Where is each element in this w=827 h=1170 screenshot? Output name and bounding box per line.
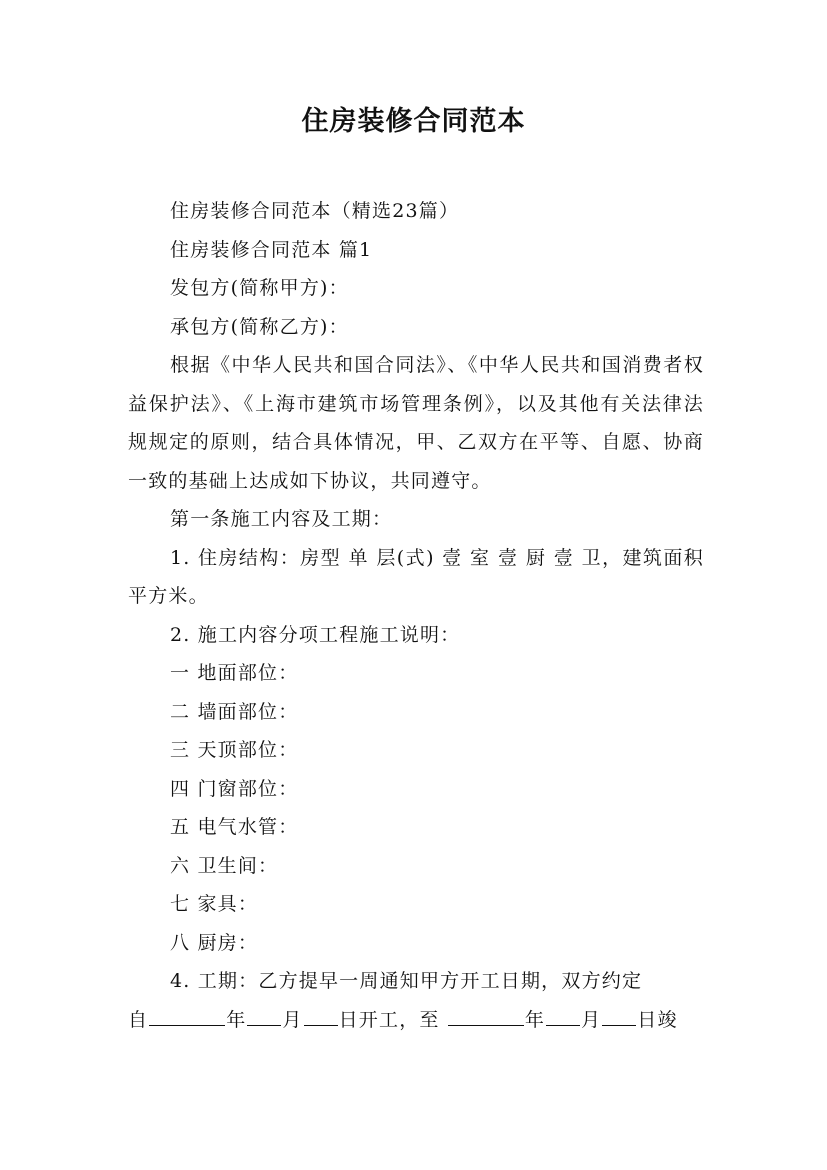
- blank-end-year: [448, 1024, 524, 1026]
- schedule-day2-text: 日竣: [637, 1008, 678, 1031]
- schedule-from-text: 自: [128, 1008, 149, 1031]
- document-body: [128, 192, 704, 1039]
- list-item-doors-windows: 四 门窗部位：: [170, 777, 299, 800]
- paragraph-section-heading: 住房装修合同范本 篇1: [170, 238, 373, 261]
- schedule-year2-text: 年: [524, 1008, 546, 1031]
- schedule-month1-text: 月: [282, 1008, 303, 1031]
- blank-start-day: [304, 1024, 338, 1026]
- paragraph-subtitle: 住房装修合同范本（精选23篇）: [170, 200, 460, 222]
- list-item-electric-plumbing: 五 电气水管：: [170, 816, 299, 838]
- document-title: 住房装修合同范本: [301, 106, 526, 137]
- blank-start-year: [149, 1024, 225, 1026]
- schedule-line1: 4. 工期：乙方提早一周通知甲方开工日期，双方约定: [170, 970, 643, 992]
- list-item-kitchen: 八 厨房：: [170, 931, 259, 954]
- paragraph-construction-items: 2. 施工内容分项工程施工说明：: [170, 623, 461, 646]
- paragraph-schedule-dates: [128, 1001, 704, 1040]
- schedule-year1-text: 年: [226, 1008, 247, 1031]
- blank-end-day: [602, 1024, 636, 1026]
- schedule-month2-text: 月: [581, 1008, 602, 1031]
- paragraph-party-b: 承包方(简称乙方)：: [170, 315, 349, 338]
- list-item-furniture: 七 家具：: [170, 893, 259, 915]
- paragraph-preamble: 根据《中华人民共和国合同法》、《中华人民共和国消费者权益保护法》、《上海市建筑市场管理条例》，以及其他有关法律法规规定的原则，结合具体情况，甲、乙双方在平等、自愿、协商一致的基础上达成如下协议，共同遵守。: [128, 354, 704, 492]
- paragraph-house-structure: 1. 住房结构：房型 单 层(式) 壹 室 壹 厨 壹 卫，建筑面积 平方米。: [128, 546, 704, 607]
- paragraph-party-a: 发包方(简称甲方)：: [170, 277, 349, 299]
- list-item-floor: 一 地面部位：: [170, 662, 299, 684]
- schedule-day1-text: 日开工，至: [338, 1008, 447, 1031]
- list-item-wall: 二 墙面部位：: [170, 700, 299, 723]
- paragraph-schedule: [128, 962, 704, 1001]
- blank-end-month: [546, 1024, 580, 1026]
- paragraph-article-1: 第一条施工内容及工期：: [170, 508, 393, 530]
- list-item-bathroom: 六 卫生间：: [170, 854, 279, 877]
- list-item-ceiling: 三 天顶部位：: [170, 739, 299, 761]
- blank-start-month: [247, 1024, 281, 1026]
